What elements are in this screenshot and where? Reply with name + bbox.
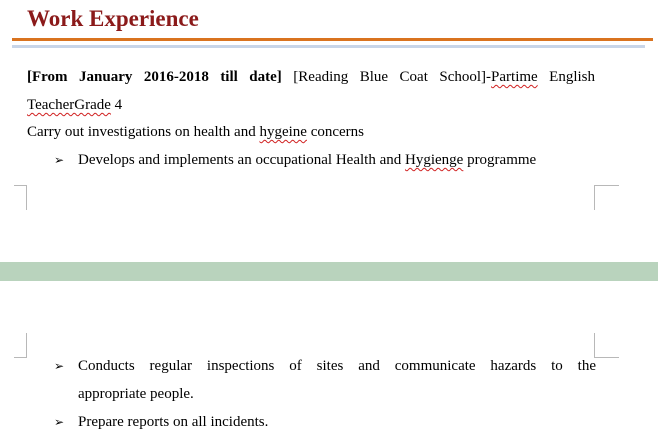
job-summary-text: Carry out investigations on health and <box>27 124 260 140</box>
page-corner-mark-bottom-right <box>594 333 619 358</box>
job-role-misspelled: Partime <box>491 69 538 85</box>
page-corner-mark-top-right <box>594 185 619 210</box>
job-line-2 <box>27 91 595 119</box>
list-item-text-start: Develops and implements an occupational Health and <box>78 152 405 168</box>
page-corner-mark-bottom-left <box>14 333 27 358</box>
list-item-text <box>78 146 536 174</box>
job-period: [From January 2016-2018 till date] <box>27 69 282 85</box>
heading-rule-blue <box>12 45 645 48</box>
page-corner-mark-top-left <box>14 185 27 210</box>
job-school: [Reading Blue Coat School]- <box>293 69 492 85</box>
list-item-text-end: programme <box>463 152 537 168</box>
heading-rule-orange <box>12 38 653 41</box>
arrow-bullet-icon: ➢ <box>54 153 65 167</box>
list-item-text: Prepare reports on all incidents. <box>78 414 269 430</box>
page-break-gap <box>0 262 658 281</box>
section-title: Work Experience <box>27 6 199 31</box>
job-grade-number: 4 <box>110 97 123 113</box>
job-summary-text-end: concerns <box>306 124 365 140</box>
job-summary <box>27 118 595 146</box>
arrow-bullet-icon: ➢ <box>54 415 65 429</box>
job-role-rest: English <box>537 69 596 85</box>
list-item-text: Conducts regular inspections of sites and communicate hazards to the <box>78 358 596 374</box>
arrow-bullet-icon: ➢ <box>54 359 65 373</box>
list-item-text: appropriate people. <box>78 386 194 402</box>
job-summary-misspelled: hygeine <box>259 124 307 140</box>
list-item-misspelled: Hygienge <box>404 152 464 168</box>
job-grade-misspelled: TeacherGrade <box>27 97 111 113</box>
job-line-1 <box>27 63 595 91</box>
